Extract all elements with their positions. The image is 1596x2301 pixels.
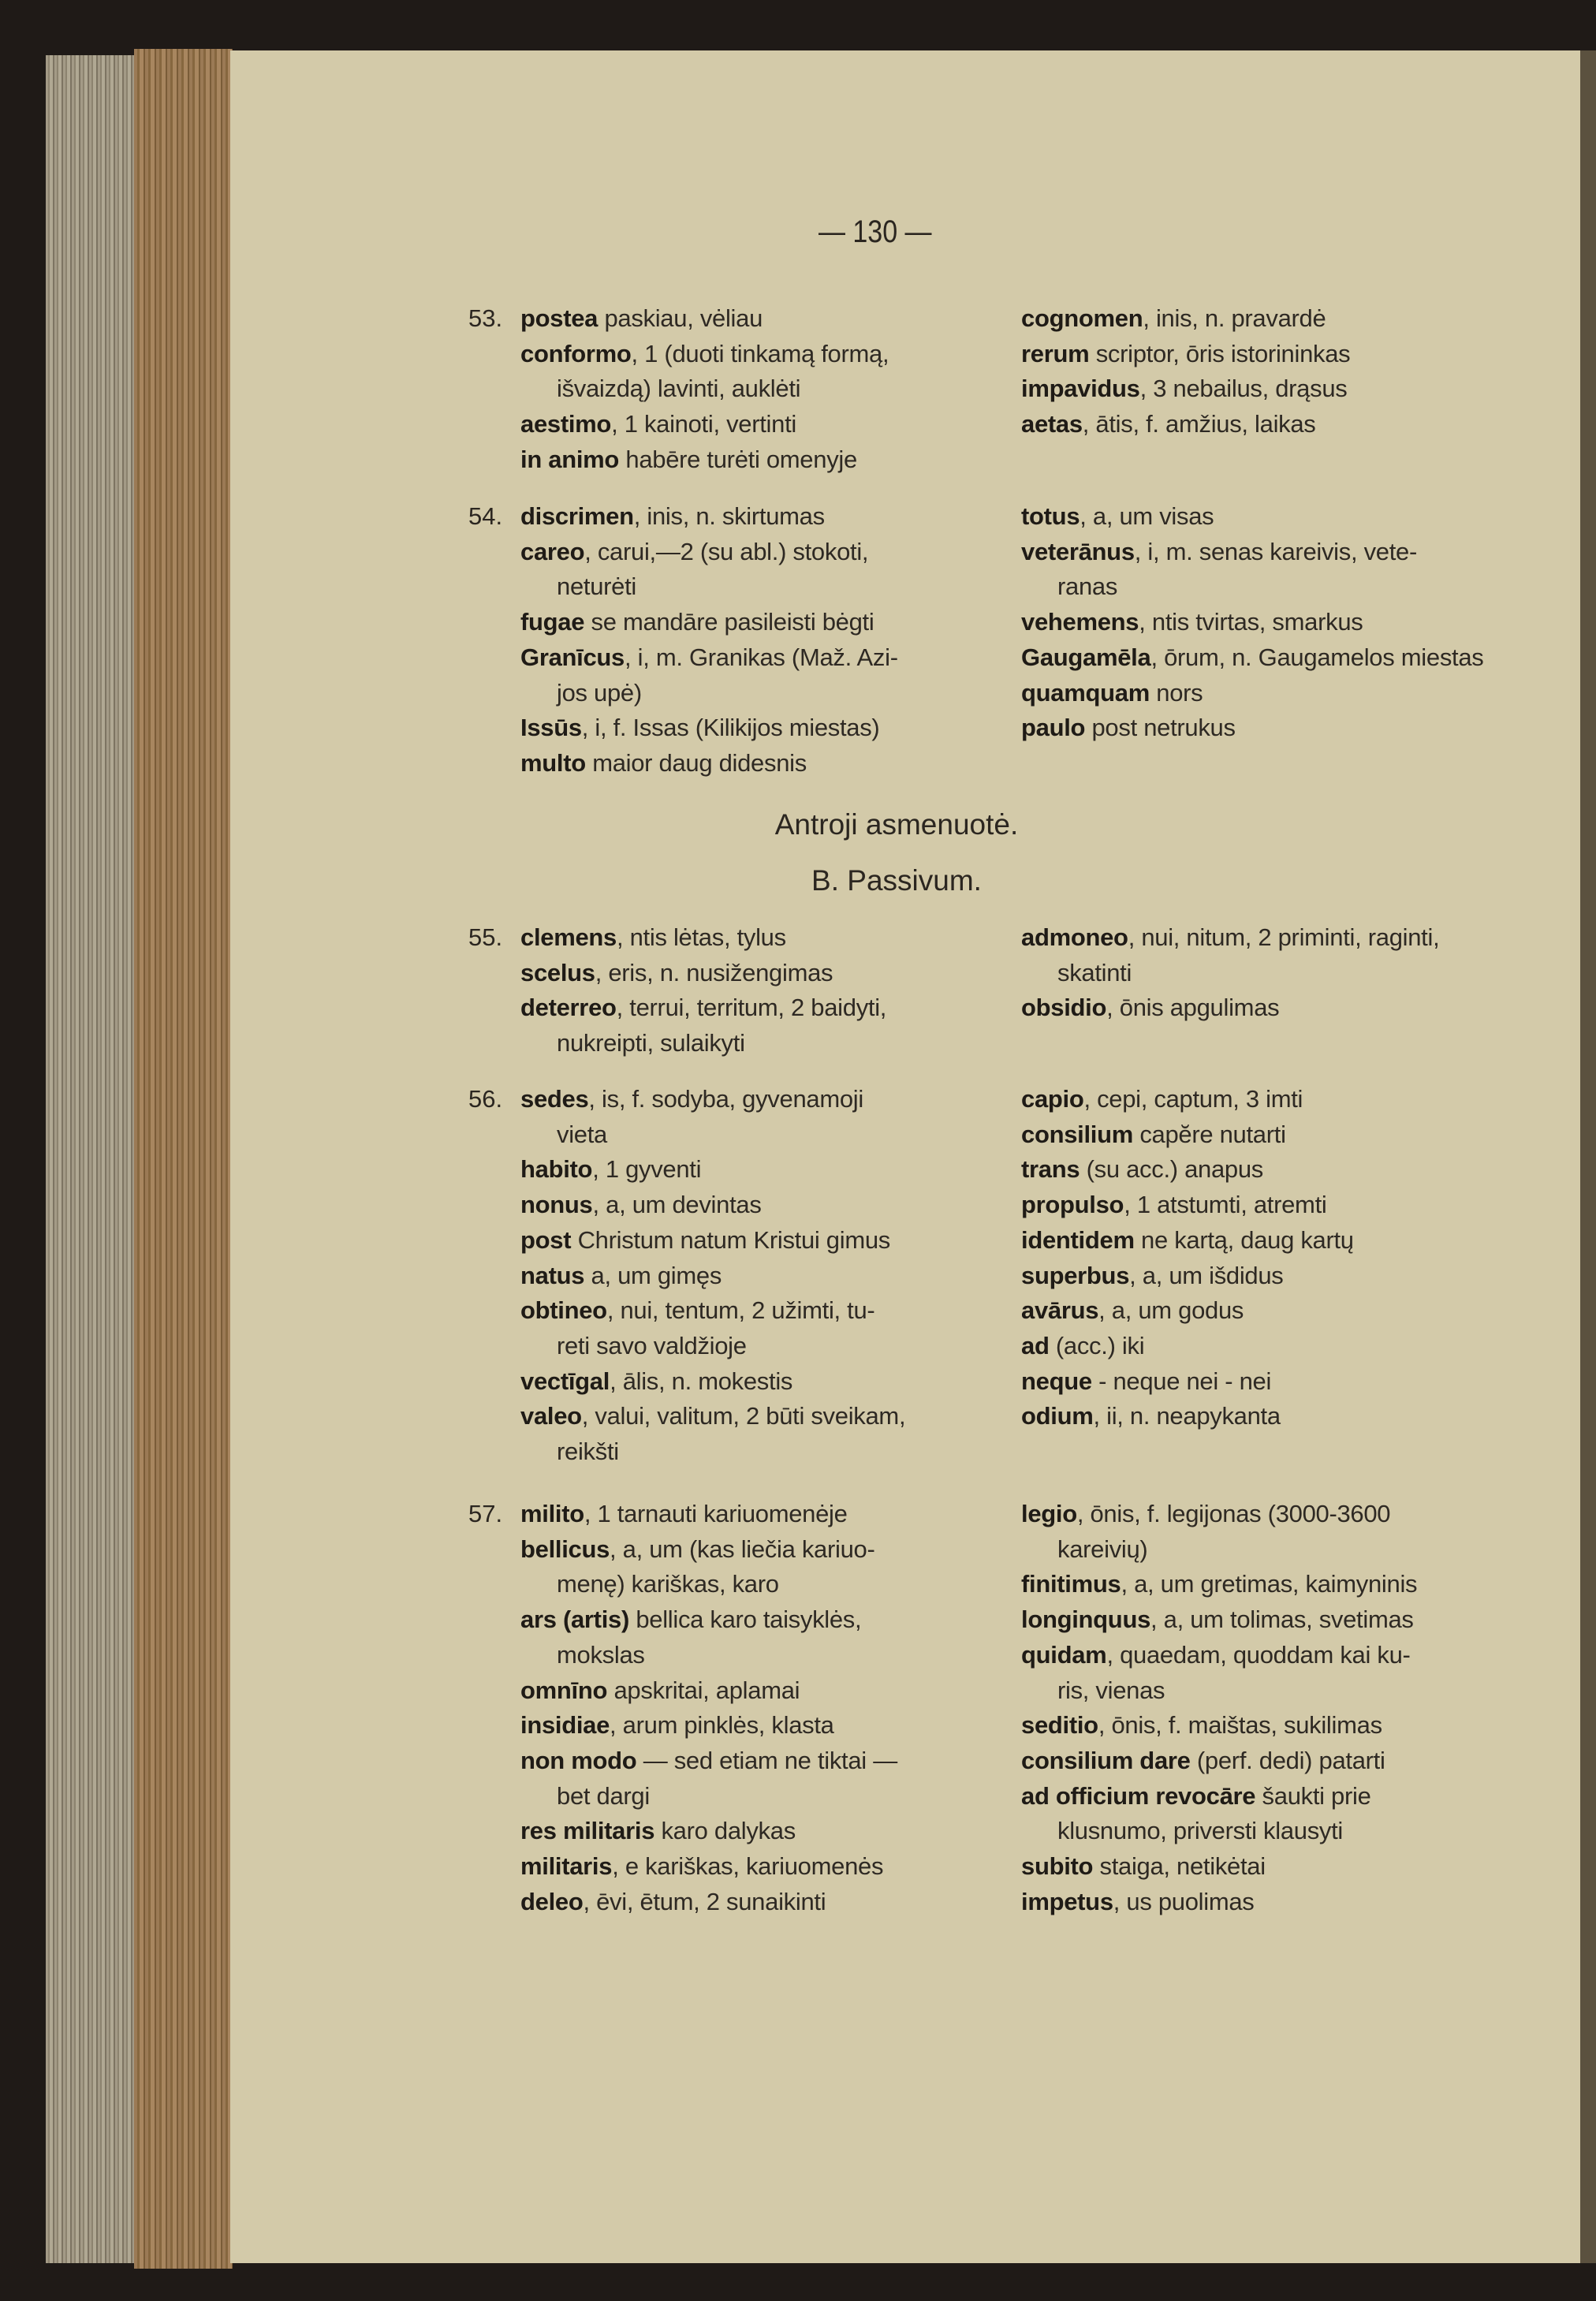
latin-term: aetas <box>1021 410 1083 438</box>
section-subheading: B. Passivum. <box>811 864 982 897</box>
vocabulary-entry <box>1021 1223 1542 1259</box>
definition: Christum natum Kristui gimus <box>571 1225 890 1254</box>
page-number: — 130 — <box>818 214 932 249</box>
latin-term: non modo <box>520 1746 637 1774</box>
latin-term: subito <box>1021 1852 1094 1881</box>
latin-term: quidam <box>1021 1640 1107 1669</box>
vocabulary-entry <box>1021 1779 1542 1814</box>
definition: , cepi, captum, 3 imti <box>1083 1085 1303 1113</box>
definition: reti savo valdžioje <box>557 1331 747 1359</box>
definition: , a, um visas <box>1080 502 1214 530</box>
definition: šaukti prie <box>1255 1781 1371 1810</box>
definition: , i, m. senas kareivis, vete- <box>1134 537 1418 565</box>
vocabulary-entry <box>1021 499 1542 535</box>
definition: capĕre nutarti <box>1133 1120 1286 1148</box>
latin-term: consilium <box>1021 1120 1133 1148</box>
definition: , us puolimas <box>1113 1887 1255 1915</box>
definition: , a, um godus <box>1098 1296 1244 1325</box>
left-column <box>520 1082 994 1470</box>
right-column <box>1021 499 1542 746</box>
vocabulary-entry <box>520 1188 994 1223</box>
entry-continuation <box>520 1434 994 1470</box>
vocabulary-entry <box>1021 1708 1542 1743</box>
latin-term: habito <box>520 1155 593 1184</box>
entry-continuation <box>520 676 994 711</box>
definition: , ēvi, ētum, 2 sunaikinti <box>583 1887 826 1915</box>
definition: a, um gimęs <box>584 1261 722 1289</box>
vocabulary-entry <box>1021 710 1542 746</box>
vocabulary-entry <box>1021 1329 1542 1364</box>
latin-term: valeo <box>520 1402 582 1430</box>
right-column <box>1021 1497 1542 1919</box>
definition: , i, f. Issas (Kilikijos miestas) <box>581 714 880 742</box>
definition: , ōnis, f. maištas, sukilimas <box>1098 1711 1382 1740</box>
definition: , ātis, f. amžius, laikas <box>1082 410 1316 438</box>
latin-term: propulso <box>1021 1191 1124 1219</box>
entry-continuation <box>1021 569 1542 605</box>
definition: , e kariškas, kariuomenės <box>612 1852 884 1881</box>
section-number: 57. <box>468 1500 503 1527</box>
entry-continuation <box>520 1329 994 1364</box>
vocabulary-entry <box>520 746 994 781</box>
latin-term: obsidio <box>1021 994 1107 1022</box>
vocabulary-entry <box>1021 1117 1542 1153</box>
vocabulary-entry <box>1021 535 1542 570</box>
latin-term: legio <box>1021 1500 1077 1527</box>
entry-continuation <box>520 371 994 407</box>
definition: , 3 nebailus, drąsus <box>1139 375 1348 403</box>
definition: (perf. dedi) patarti <box>1190 1746 1385 1774</box>
latin-term: obtineo <box>520 1296 607 1325</box>
left-column <box>520 1497 994 1919</box>
latin-term: trans <box>1021 1155 1080 1184</box>
vocabulary-entry <box>520 605 994 640</box>
definition: nors <box>1149 678 1203 707</box>
latin-term: milito <box>520 1500 584 1527</box>
vocabulary-entry <box>1021 1399 1542 1434</box>
definition: , a, um (kas liečia kariuo- <box>610 1535 875 1563</box>
vocabulary-entry <box>1021 640 1542 676</box>
latin-term: discrimen <box>520 502 634 530</box>
latin-term: post <box>520 1225 572 1254</box>
definition: klusnumo, priversti klausyti <box>1057 1817 1343 1845</box>
latin-term: conformo <box>520 339 632 367</box>
definition: se mandāre pasileisti bėgti <box>584 608 874 636</box>
section-number: 54. <box>468 502 503 530</box>
latin-term: longinquus <box>1021 1605 1151 1634</box>
vocabulary-entry <box>520 1532 994 1568</box>
definition: , ālis, n. mokestis <box>610 1367 793 1395</box>
vocabulary-entry <box>520 1399 994 1434</box>
vocabulary-entry <box>1021 1638 1542 1673</box>
vocabulary-entry <box>520 1814 994 1849</box>
definition: , ntis lėtas, tylus <box>616 923 786 951</box>
vocabulary-entry <box>520 1152 994 1188</box>
definition: , terrui, territum, 2 baidyti, <box>616 994 887 1022</box>
latin-term: vectīgal <box>520 1367 610 1395</box>
vocabulary-entry <box>1021 1602 1542 1638</box>
definition: scriptor, ōris istorininkas <box>1089 339 1351 367</box>
definition: bellica karo taisyklės, <box>629 1605 862 1634</box>
definition: vieta <box>557 1120 607 1148</box>
latin-term: cognomen <box>1021 304 1143 332</box>
vocabulary-entry <box>1021 1293 1542 1329</box>
latin-term: identidem <box>1021 1225 1135 1254</box>
vocabulary-entry <box>520 1364 994 1400</box>
definition: , nui, nitum, 2 priminti, raginti, <box>1128 923 1440 951</box>
definition: , 1 (duoti tinkamą formą, <box>631 339 889 367</box>
vocabulary-entry <box>520 301 994 337</box>
definition: , eris, n. nusižengimas <box>595 958 833 986</box>
latin-term: sedes <box>520 1085 589 1113</box>
vocabulary-entry <box>1021 1259 1542 1294</box>
entry-continuation <box>520 1638 994 1673</box>
vocabulary-entry <box>520 499 994 535</box>
definition: išvaizdą) lavinti, auklėti <box>557 375 801 403</box>
vocabulary-entry <box>1021 337 1542 372</box>
vocabulary-entry <box>1021 371 1542 407</box>
definition: menę) kariškas, karo <box>557 1570 779 1598</box>
definition: , 1 gyventi <box>592 1155 702 1184</box>
definition: , a, um devintas <box>592 1191 762 1219</box>
definition: , inis, n. skirtumas <box>633 502 825 530</box>
definition: ranas <box>1057 572 1118 601</box>
definition: habēre turėti omenyje <box>619 445 857 473</box>
latin-term: omnīno <box>520 1676 608 1704</box>
entry-continuation <box>520 569 994 605</box>
latin-term: postea <box>520 304 598 332</box>
definition: post netrukus <box>1085 714 1236 742</box>
vocabulary-entry <box>1021 1885 1542 1920</box>
definition: , valui, valitum, 2 būti sveikam, <box>581 1402 906 1430</box>
definition: ris, vienas <box>1057 1676 1165 1704</box>
vocabulary-entry <box>520 1293 994 1329</box>
latin-term: veterānus <box>1021 537 1135 565</box>
latin-term: militaris <box>520 1852 613 1881</box>
entry-continuation <box>1021 1532 1542 1568</box>
latin-term: finitimus <box>1021 1570 1121 1598</box>
definition: — sed etiam ne tiktai — <box>636 1746 897 1774</box>
definition: bet dargi <box>557 1781 650 1810</box>
latin-term: multo <box>520 748 586 777</box>
vocabulary-entry <box>1021 920 1542 956</box>
entry-continuation <box>520 1779 994 1814</box>
vocabulary-entry <box>520 337 994 372</box>
latin-term: impetus <box>1021 1887 1113 1915</box>
definition: (acc.) iki <box>1049 1331 1145 1359</box>
definition: jos upė) <box>557 678 642 707</box>
latin-term: quamquam <box>1021 678 1150 707</box>
section-heading: Antroji asmenuotė. <box>774 808 1019 841</box>
definition: skatinti <box>1057 958 1132 986</box>
latin-term: natus <box>520 1261 585 1289</box>
definition: , i, m. Granikas (Maž. Azi- <box>624 643 898 671</box>
latin-term: odium <box>1021 1402 1094 1430</box>
latin-term: capio <box>1021 1085 1084 1113</box>
latin-term: Granīcus <box>520 643 625 671</box>
vocabulary-entry <box>520 920 994 956</box>
definition: , 1 tarnauti kariuomenėje <box>584 1500 848 1527</box>
latin-term: seditio <box>1021 1711 1098 1740</box>
vocabulary-entry <box>520 956 994 991</box>
latin-term: bellicus <box>520 1535 610 1563</box>
latin-term: scelus <box>520 958 595 986</box>
definition: , ōnis apgulimas <box>1106 994 1280 1022</box>
entry-continuation <box>1021 1814 1542 1849</box>
vocabulary-entry <box>1021 1152 1542 1188</box>
vocabulary-entry <box>520 990 994 1026</box>
vocabulary-entry <box>1021 1082 1542 1117</box>
latin-term: rerum <box>1021 339 1090 367</box>
latin-term: paulo <box>1021 714 1086 742</box>
definition: karo dalykas <box>654 1817 796 1845</box>
book-spine-edge <box>134 49 233 2269</box>
definition: ne kartą, daug kartų <box>1134 1225 1354 1254</box>
vocabulary-entry <box>520 407 994 442</box>
entry-continuation <box>520 1117 994 1153</box>
latin-term: careo <box>520 537 585 565</box>
definition: , quaedam, quoddam kai ku- <box>1106 1640 1411 1669</box>
definition: staiga, netikėtai <box>1093 1852 1266 1881</box>
definition: , carui,—2 (su abl.) stokoti, <box>584 537 869 565</box>
right-column <box>1021 301 1542 442</box>
vocabulary-entry <box>520 1497 994 1532</box>
latin-term: fugae <box>520 608 585 636</box>
definition: , is, f. sodyba, gyvenamoji <box>588 1085 863 1113</box>
definition: , arum pinklės, klasta <box>610 1711 834 1740</box>
vocabulary-entry <box>1021 1364 1542 1400</box>
latin-term: nonus <box>520 1191 593 1219</box>
vocabulary-entry <box>520 1223 994 1259</box>
definition: , 1 atstumti, atremti <box>1124 1191 1327 1219</box>
definition: , ii, n. neapykanta <box>1093 1402 1281 1430</box>
definition: maior daug didesnis <box>585 748 807 777</box>
vocabulary-entry <box>1021 990 1542 1026</box>
definition: , a, um gretimas, kaimyninis <box>1121 1570 1418 1598</box>
latin-term: totus <box>1021 502 1080 530</box>
definition: apskritai, aplamai <box>607 1676 800 1704</box>
vocabulary-entry <box>520 1708 994 1743</box>
vocabulary-entry <box>1021 301 1542 337</box>
latin-term: impavidus <box>1021 375 1140 403</box>
latin-term: admoneo <box>1021 923 1128 951</box>
vocabulary-entry <box>1021 1849 1542 1885</box>
book-page-edges <box>46 55 140 2263</box>
left-column <box>520 301 994 478</box>
entry-continuation <box>1021 1673 1542 1709</box>
latin-term: avārus <box>1021 1296 1099 1325</box>
definition: neturėti <box>557 572 636 601</box>
definition: , a, um išdidus <box>1129 1261 1284 1289</box>
definition: , nui, tentum, 2 užimti, tu- <box>606 1296 875 1325</box>
latin-term: insidiae <box>520 1711 610 1740</box>
latin-term: consilium dare <box>1021 1746 1191 1774</box>
latin-term: aestimo <box>520 410 612 438</box>
vocabulary-entry <box>520 535 994 570</box>
vocabulary-entry <box>1021 676 1542 711</box>
definition: - neque nei - nei <box>1091 1367 1272 1395</box>
right-column <box>1021 1082 1542 1434</box>
entry-continuation <box>1021 956 1542 991</box>
latin-term: deterreo <box>520 994 617 1022</box>
vocabulary-entry <box>520 1602 994 1638</box>
vocabulary-entry <box>520 710 994 746</box>
vocabulary-entry <box>520 1082 994 1117</box>
latin-term: ad <box>1021 1331 1050 1359</box>
definition: , a, um tolimas, svetimas <box>1150 1605 1414 1634</box>
vocabulary-entry <box>520 1743 994 1779</box>
vocabulary-entry <box>1021 1743 1542 1779</box>
definition: (su acc.) anapus <box>1080 1155 1263 1184</box>
latin-term: Issūs <box>520 714 582 742</box>
entry-continuation <box>520 1026 994 1061</box>
vocabulary-entry <box>1021 1188 1542 1223</box>
entry-continuation <box>520 1567 994 1602</box>
vocabulary-entry <box>1021 407 1542 442</box>
latin-term: superbus <box>1021 1261 1130 1289</box>
vocabulary-entry <box>1021 1567 1542 1602</box>
definition: nukreipti, sulaikyti <box>557 1029 745 1057</box>
vocabulary-entry <box>1021 605 1542 640</box>
section-number: 55. <box>468 923 503 951</box>
section-number: 53. <box>468 304 503 332</box>
definition: kareivių) <box>1057 1535 1148 1563</box>
vocabulary-entry <box>1021 1497 1542 1532</box>
definition: reikšti <box>557 1438 619 1466</box>
definition: mokslas <box>557 1640 645 1669</box>
latin-term: clemens <box>520 923 617 951</box>
vocabulary-entry <box>520 640 994 676</box>
book-right-edge <box>1580 50 1596 2263</box>
vocabulary-entry <box>520 1259 994 1294</box>
latin-term: neque <box>1021 1367 1092 1395</box>
vocabulary-entry <box>520 1885 994 1920</box>
definition: , ntis tvirtas, smarkus <box>1139 608 1363 636</box>
definition: paskiau, vėliau <box>598 304 763 332</box>
left-column <box>520 920 994 1061</box>
vocabulary-entry <box>520 1673 994 1709</box>
latin-term: Gaugamēla <box>1021 643 1151 671</box>
latin-term: ad officium revocāre <box>1021 1781 1256 1810</box>
vocabulary-entry <box>520 1849 994 1885</box>
definition: , ōrum, n. Gaugamelos miestas <box>1150 643 1484 671</box>
definition: , inis, n. pravardė <box>1143 304 1326 332</box>
definition: , 1 kainoti, vertinti <box>611 410 796 438</box>
latin-term: res militaris <box>520 1817 655 1845</box>
definition: , ōnis, f. legijonas (3000-3600 <box>1076 1500 1391 1527</box>
latin-term: vehemens <box>1021 608 1139 636</box>
left-column <box>520 499 994 781</box>
right-column <box>1021 920 1542 1026</box>
latin-term: in animo <box>520 445 620 473</box>
vocabulary-entry <box>520 442 994 478</box>
latin-term: deleo <box>520 1887 584 1915</box>
section-number: 56. <box>468 1085 503 1113</box>
latin-term: ars (artis) <box>520 1605 629 1634</box>
